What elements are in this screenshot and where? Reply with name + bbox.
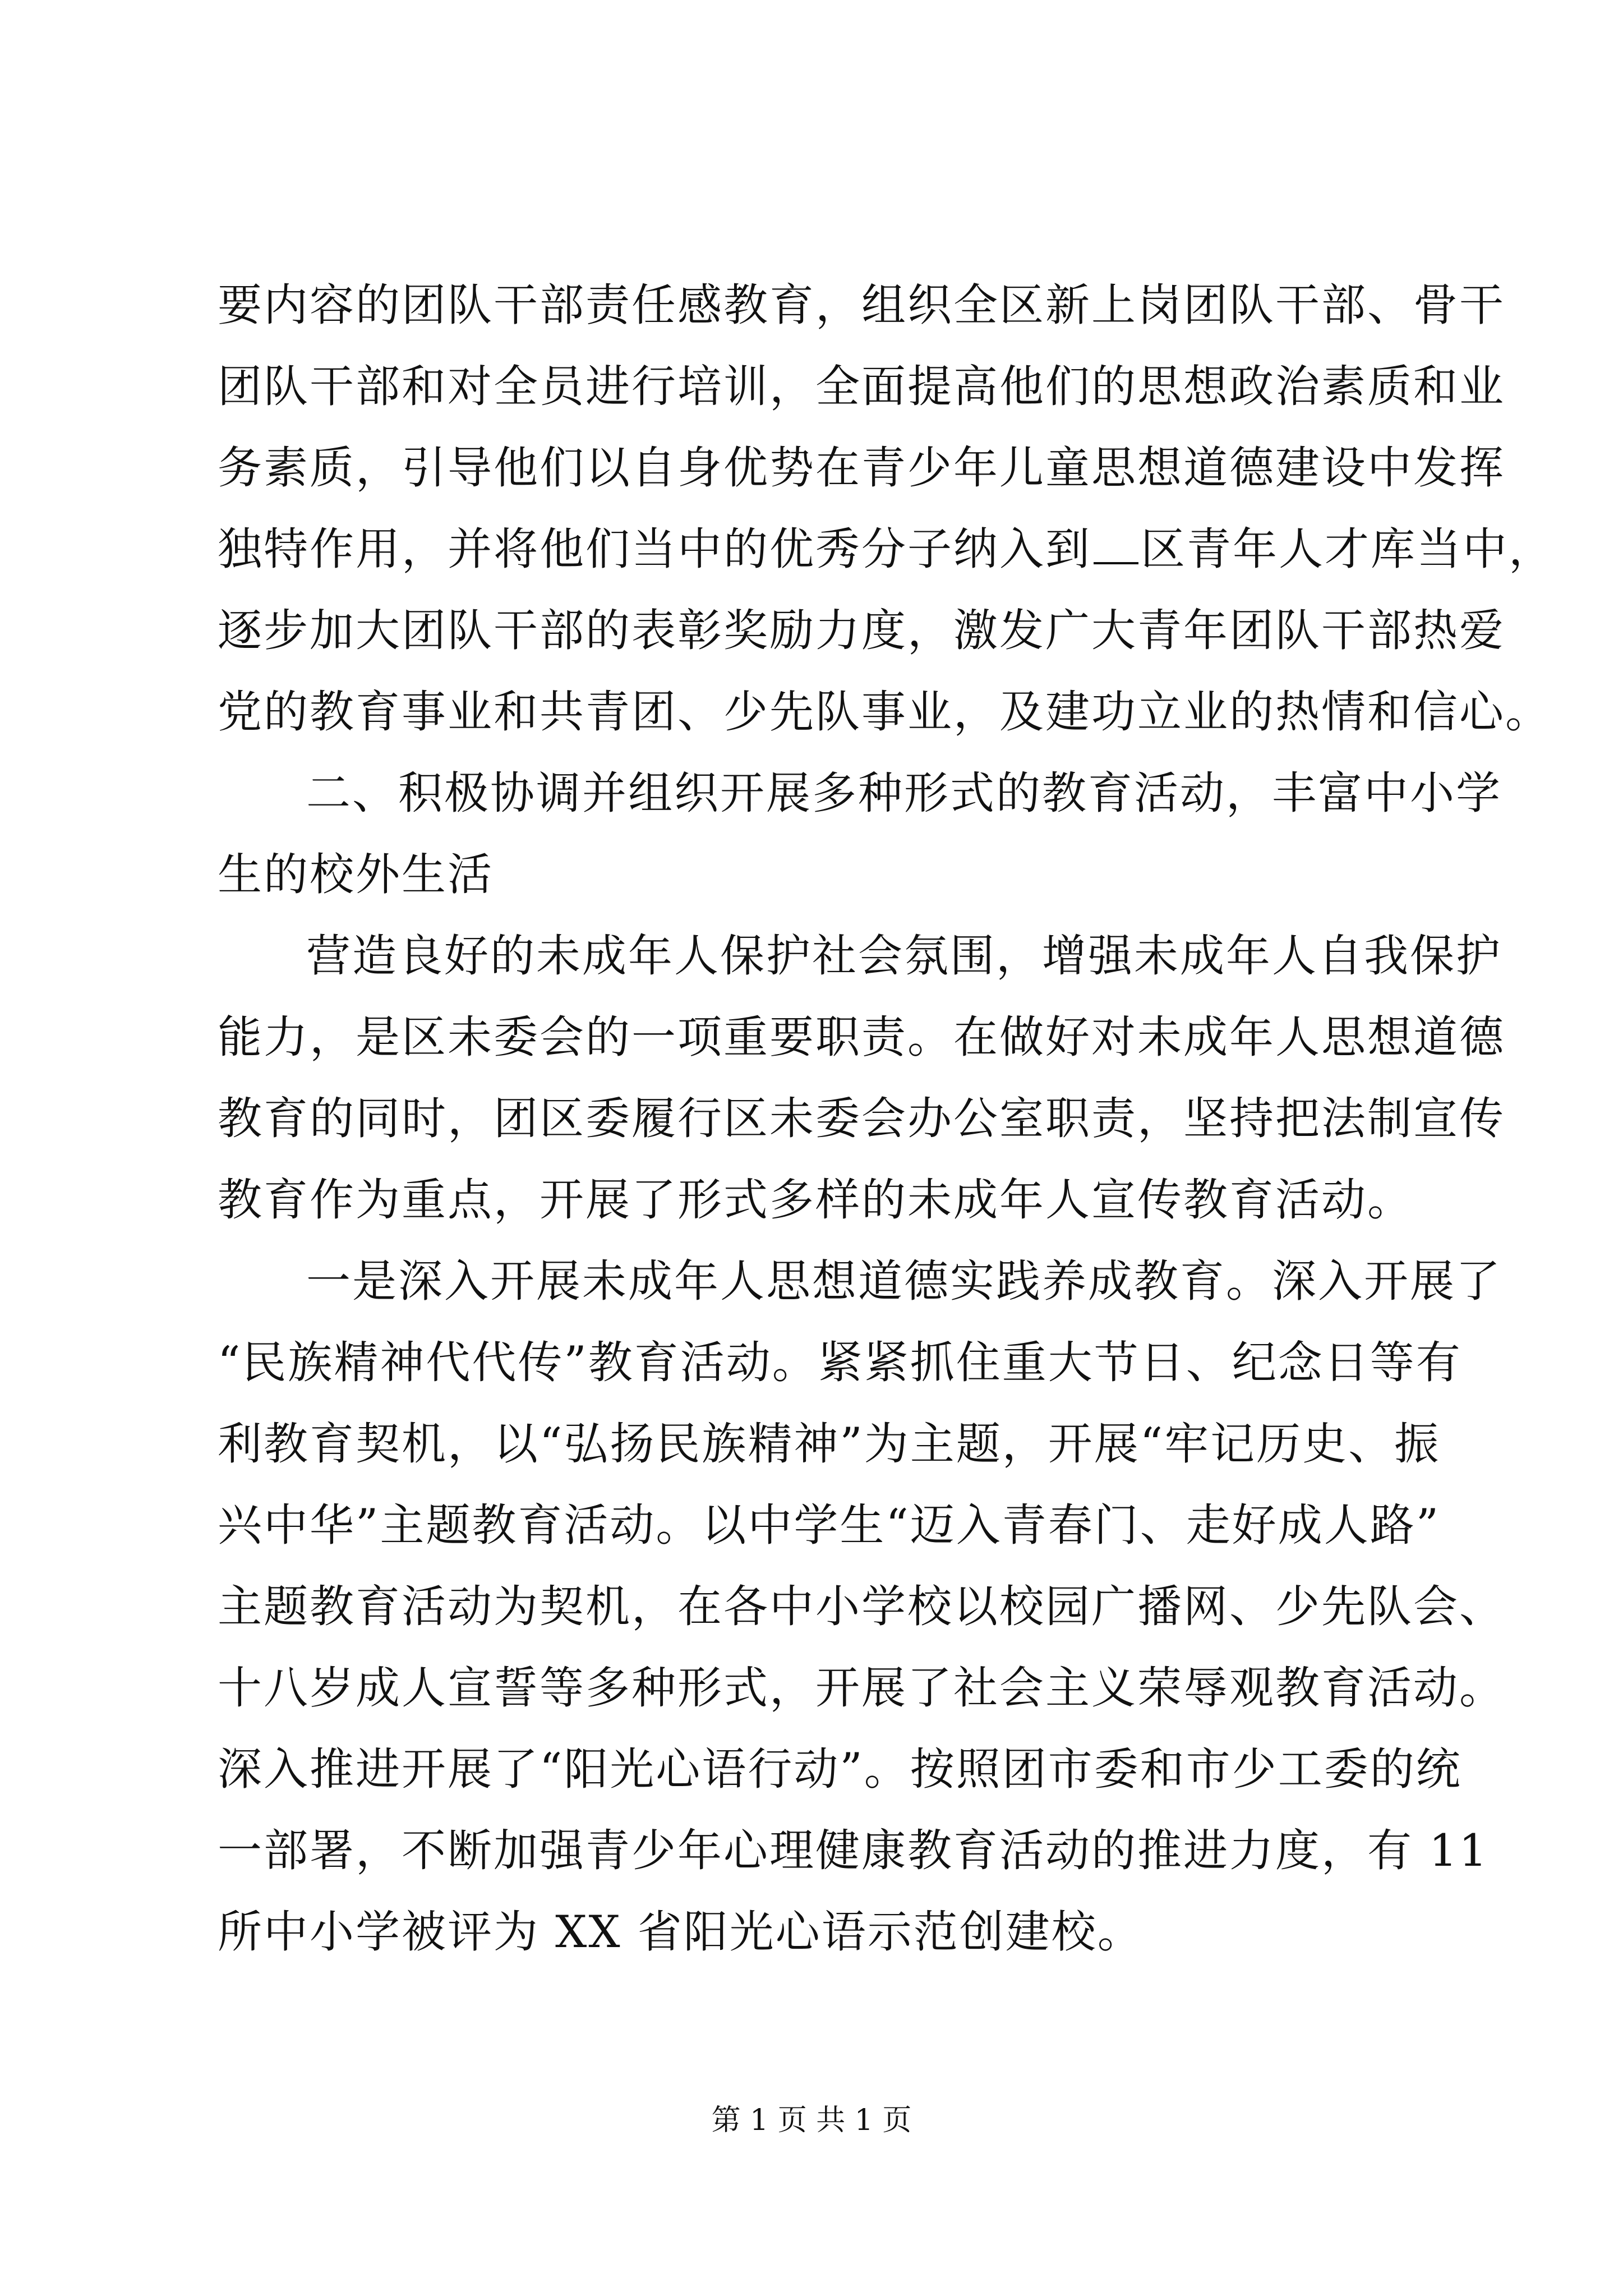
paragraph4-line8: 一部署，不断加强青少年心理健康教育活动的推进力度，有 11 — [218, 1825, 1489, 1876]
page-number-footer: 第 1 页 共 1 页 — [711, 2104, 912, 2137]
paragraph4-line9: 所中小学被评为 XX 省阳光心语示范创建校。 — [218, 1906, 1144, 1958]
paragraph1-line5: 逐步加大团队干部的表彰奖励力度，激发广大青年团队干部热爱 — [218, 605, 1505, 656]
fill-in-blank — [1094, 528, 1138, 564]
paragraph4-line5: 主题教育活动为契机，在各中小学校以校园广播网、少先队会、 — [218, 1581, 1505, 1632]
paragraph1-line6: 党的教育事业和共青团、少先队事业，及建功立业的热情和信心。 — [218, 686, 1551, 738]
section-heading-line2: 生的校外生活 — [218, 849, 494, 900]
paragraph1-line3: 务素质，引导他们以自身优势在青少年儿童思想道德建设中发挥 — [218, 442, 1505, 494]
paragraph3-line4: 教育作为重点，开展了形式多样的未成年人宣传教育活动。 — [218, 1174, 1413, 1226]
paragraph4-line3: 利教育契机，以“弘扬民族精神”为主题，开展“牢记历史、振 — [218, 1418, 1441, 1470]
section-heading-line1: 二、积极协调并组织开展多种形式的教育活动，丰富中小学 — [306, 767, 1502, 819]
paragraph4-line4: 兴中华”主题教育活动。以中学生“迈入青春门、走好成人路” — [218, 1499, 1441, 1551]
paragraph3-line2: 能力，是区未委会的一项重要职责。在做好对未成年人思想道德 — [218, 1011, 1505, 1063]
paragraph3-line1: 营造良好的未成年人保护社会氛围，增强未成年人自我保护 — [306, 930, 1502, 982]
paragraph1-line4-after: 区青年人才库当中， — [1141, 523, 1555, 575]
paragraph1-line4-before: 独特作用，并将他们当中的优秀分子纳入到 — [218, 523, 1091, 575]
paragraph1-line1: 要内容的团队干部责任感教育，组织全区新上岗团队干部、骨干 — [218, 279, 1505, 331]
paragraph1-line2: 团队干部和对全员进行培训，全面提高他们的思想政治素质和业 — [218, 361, 1505, 412]
paragraph1-line4 — [218, 509, 1555, 590]
paragraph4-line2: “民族精神代代传”教育活动。紧紧抓住重大节日、纪念日等有 — [218, 1337, 1462, 1388]
paragraph4-line1: 一是深入开展未成年人思想道德实践养成教育。深入开展了 — [306, 1255, 1502, 1307]
paragraph4-line6: 十八岁成人宣誓等多种形式，开展了社会主义荣辱观教育活动。 — [218, 1662, 1505, 1714]
paragraph3-line3: 教育的同时，团区委履行区未委会办公室职责，坚持把法制宣传 — [218, 1093, 1505, 1144]
document-body — [218, 265, 1555, 1973]
paragraph4-line7: 深入推进开展了“阳光心语行动”。按照团市委和市少工委的统 — [218, 1743, 1462, 1795]
